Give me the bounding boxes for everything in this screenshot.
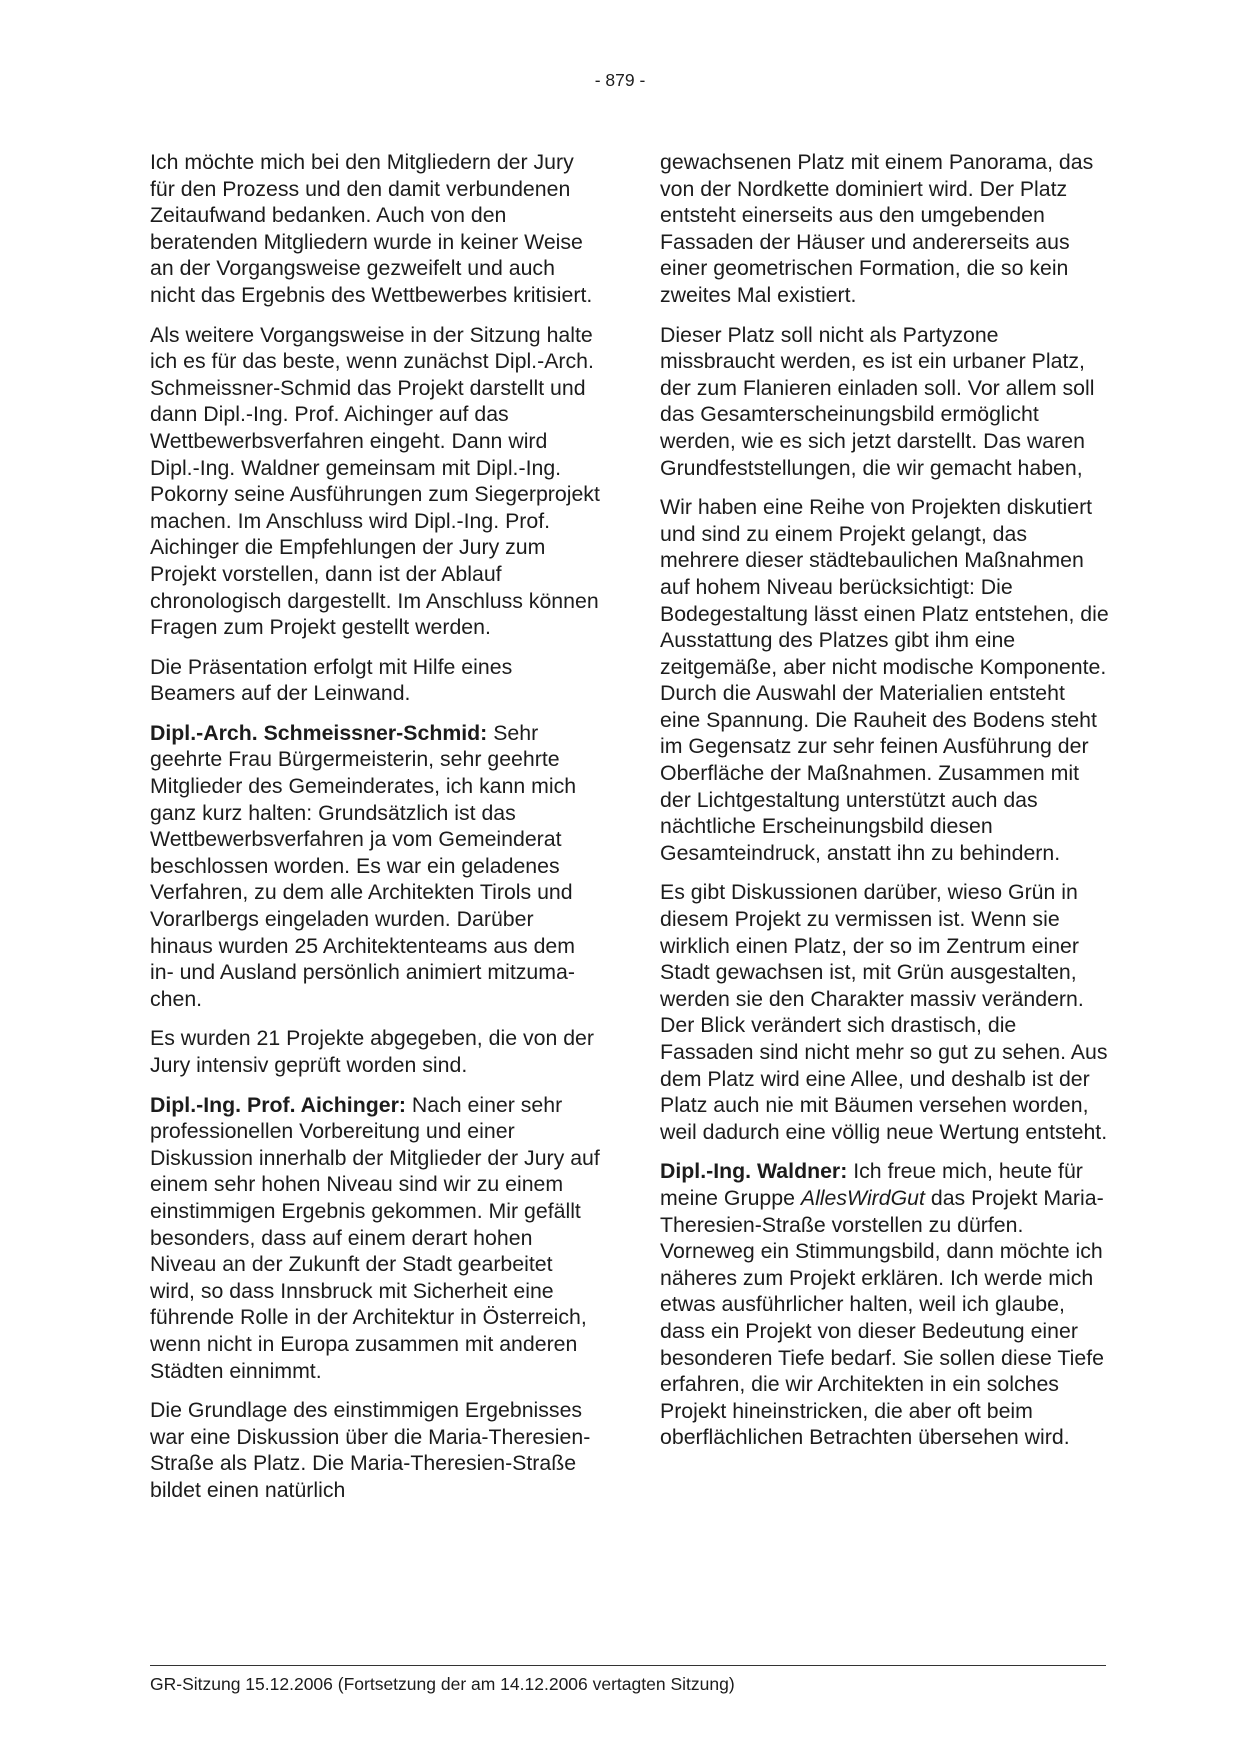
speaker-name: Dipl.-Ing. Waldner: [660,1159,848,1184]
speaker-paragraph [150,1092,600,1385]
paragraph: gewachsenen Platz mit einem Panorama, das von der Nordkette dominiert wird. Der Platz entsteht einerseits aus den umgebenden Fassaden der Häuser und andererseits aus einer geometrischen Formation, die so kein zweites Mal existiert. [660,150,1094,307]
speech-text: das Projekt Maria-Theresien-Straße vorstellen zu dürfen. Vorneweg ein Stimmungsbild, dann möchte ich näheres zum Projekt erklären. Ich werde mich etwas ausführlicher halten, weil ich glaube, dass ein Projekt von dieser Bedeutung einer besonderen Tiefe bedarf. Sie sollen diese Tiefe erfahren, die wir Architekten in ein solches Projekt hineinstricken, die aber oft beim oberflächlichen Betrachten übersehen wird. [660,1185,1104,1450]
speaker-paragraph [660,1158,1110,1451]
speech-text: Ich freue mich, heute für meine Gruppe [660,1159,1083,1210]
paragraph: Dieser Platz soll nicht als Partyzone missbraucht werden, es ist ein urbaner Platz, der zum Flanieren einladen soll. Vor allem soll das Gesamterscheinungsbild ermöglicht werden, wie es sich jetzt darstellt. Das waren Grundfeststellungen, die wir gemacht haben, [660,322,1095,480]
group-name: AllesWirdGut [800,1185,925,1210]
paragraph: Die Präsentation erfolgt mit Hilfe eines Beamers auf der Leinwand. [150,654,513,706]
right-column [660,149,1110,1451]
paragraph: Es wurden 21 Projekte abgegeben, die von der Jury intensiv geprüft worden sind. [150,1026,594,1077]
speaker-paragraph [150,720,600,1013]
speech-text: Sehr geehrte Frau Bürgermeisterin, sehr geehrte Mitglieder des Gemeinderates, ich kann mich ganz kurz halten: Grundsätzlich ist das Wettbewerbsverfahren ja vom Gemeinderat beschlossen worden. Es war ein geladenes Verfahren, zu dem alle Architekten Tirols und Vorarlbergs eingeladen wurden. Darüber hinaus wurden 25 Architektenteams aus dem in- und Ausland persönlich animiert mitzumachen. [150,720,577,1011]
left-column [150,149,600,1504]
paragraph: Wir haben eine Reihe von Projekten diskutiert und sind zu einem Projekt gelangt, das mehrere dieser städtebaulichen Maßnahmen auf hohem Niveau berücksichtigt: Die Bodegestaltung lässt einen Platz entstehen, die Ausstattung des Platzes gibt ihm eine zeitgemäße, aber nicht modische Komponente. Durch die Auswahl der Materialien entsteht eine Spannung. Die Rauheit des Bodens steht im Gegensatz zur sehr feinen Ausführung der Oberfläche der Maßnahmen. Zusammen mit der Lichtgestaltung unterstützt auch das nächtliche Erscheinungsbild diesen Gesamteindruck, anstatt ihn zu behindern. [660,495,1109,865]
speaker-name: Dipl.-Ing. Prof. Aichinger: [150,1092,406,1117]
speech-text: Nach einer sehr professionellen Vorbereitung und einer Diskussion innerhalb der Mitglieder der Jury auf einem sehr hohen Niveau sind wir zu einem einstimmigen Ergebnis gekommen. Mir gefällt besonders, dass auf einem derart hohen Niveau an der Zukunft der Stadt gearbeitet wird, so dass Innsbruck mit Sicherheit eine führende Rolle in der Architektur in Österreich, wenn nicht in Europa zusammen mit anderen Städten einnimmt. [150,1092,600,1383]
paragraph: Es gibt Diskussionen darüber, wieso Grün in diesem Projekt zu vermissen ist. Wenn sie wirklich einen Platz, der so im Zentrum einer Stadt gewachsen ist, mit Grün ausgestalten, werden sie den Charakter massiv verändern. Der Blick verändert sich drastisch, die Fassaden sind nicht mehr so gut zu sehen. Aus dem Platz wird eine Allee, und deshalb ist der Platz auch nie mit Bäumen versehen worden, weil dadurch eine völlig neue Wertung entsteht. [660,880,1108,1144]
speaker-name: Dipl.-Arch. Schmeissner-Schmid: [150,720,488,745]
footer-text: GR-Sitzung 15.12.2006 (Fortsetzung der am 14.12.2006 vertagten Sitzung) [150,1674,735,1694]
paragraph: Als weitere Vorgangsweise in der Sitzung halte ich es für das beste, wenn zunächst Dipl.-Arch. Schmeissner-Schmid das Projekt darstellt und dann Dipl.-Ing. Prof. Aichinger auf das Wettbewerbsverfahren eingeht. Dann wird Dipl.-Ing. Waldner gemeinsam mit Dipl.-Ing. Pokorny seine Ausführungen zum Siegerprojekt machen. Im Anschluss wird Dipl.-Ing. Prof. Aichinger die Empfehlungen der Jury zum Projekt vorstellen, dann ist der Ablauf chronologisch dargestellt. Im Anschluss können Fragen zum Projekt gestellt werden. [150,322,600,640]
page-number: - 879 - [594,70,646,90]
footer-divider [150,1665,1106,1666]
paragraph: Die Grundlage des einstimmigen Ergebnisses war eine Diskussion über die Maria-Theresien-Straße als Platz. Die Maria-Theresien-Straße bildet einen natürlich [150,1398,591,1502]
paragraph: Ich möchte mich bei den Mitgliedern der Jury für den Prozess und den damit verbundenen Zeitaufwand bedanken. Auch von den beratenden Mitgliedern wurde in keiner Weise an der Vorgangsweise gezweifelt und auch nicht das Ergebnis des Wettbewerbes kritisiert. [150,150,593,307]
